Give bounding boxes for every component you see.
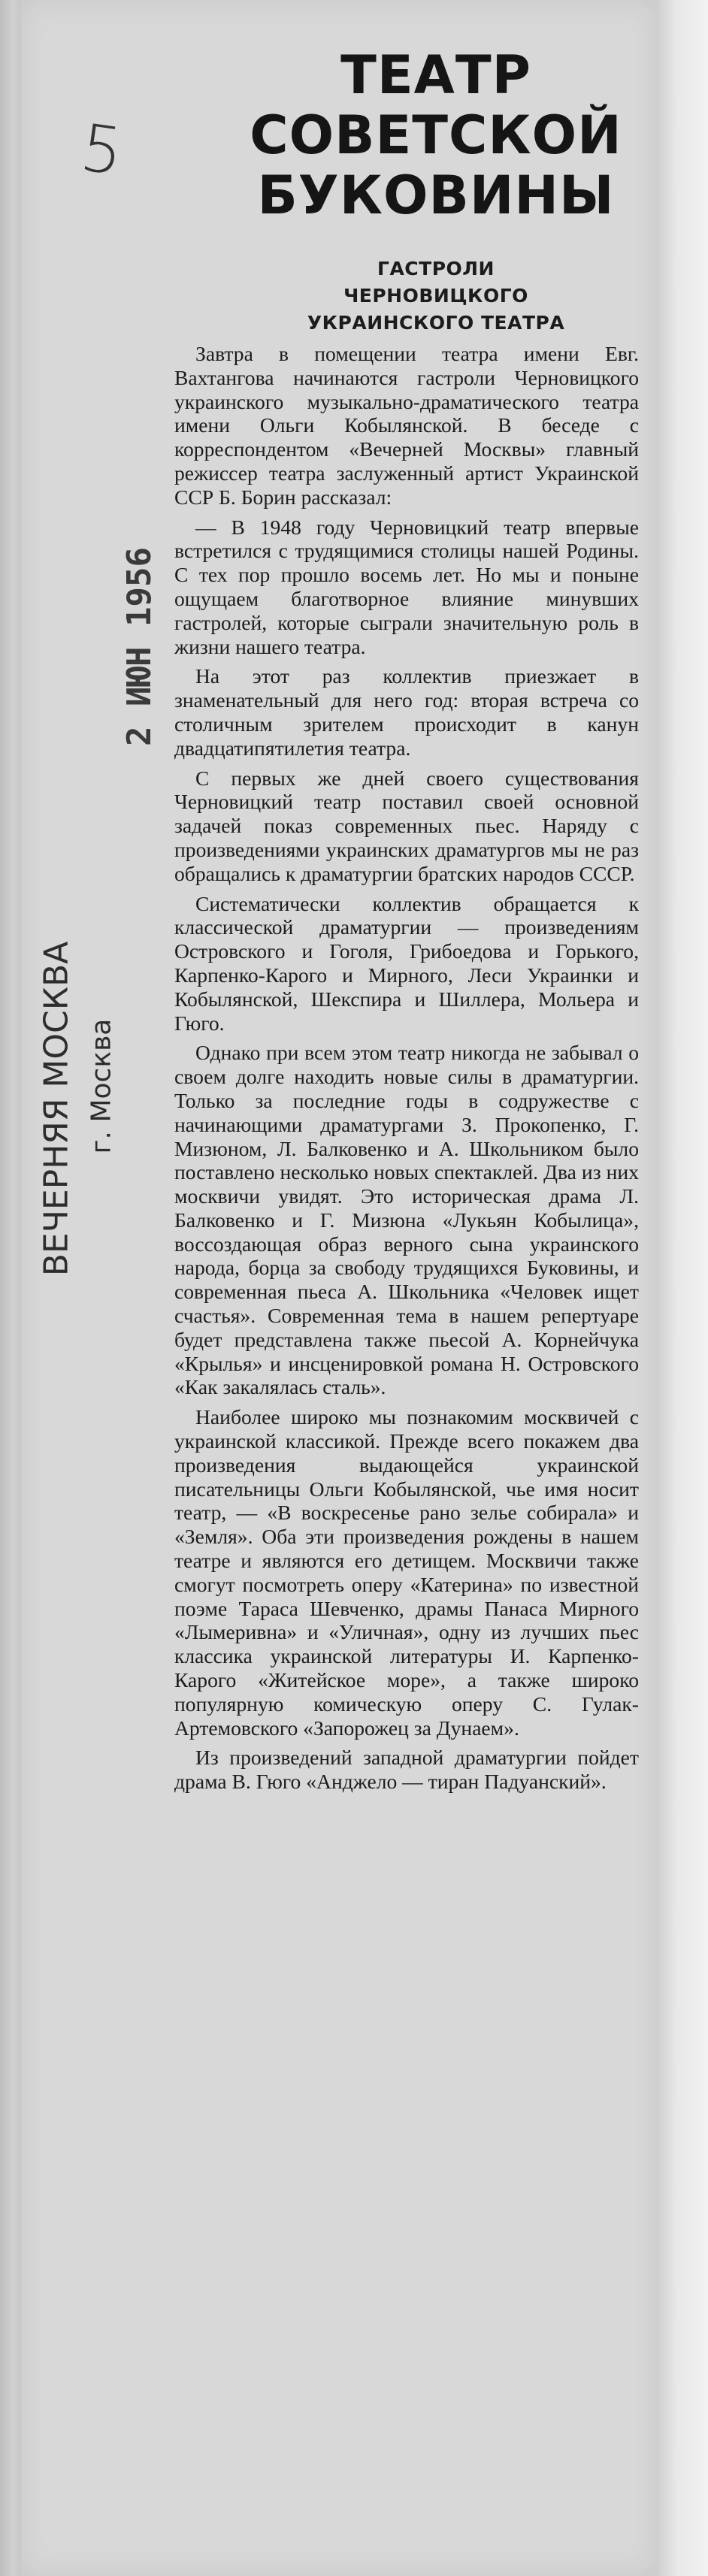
paragraph-6: Однако при всем этом театр никогда не забывал о своем долге находить новые силы в драматургии. Только за последние годы в содружестве с начинающими драматургами З. Прокопенко, Г. Мизюном, Л. Балковенко и А. Школьником было поставлено несколько новых спектаклей. Два из них москвичи увидят. Это историческая драма Л. Балковенко и Г. Мизюна «Лукьян Кобылица», воссоздающая образ верного сына украинского народа, борца за свободу трудящихся Буковины, и современная пьеса А. Школьника «Человек ищет счастья». Современная тема в нашем репертуаре будет представлена также пьесой А. Корнейчука «Крылья» и инсценировкой романа Н. Островского «Как закалялась сталь». [174, 1041, 639, 1399]
paragraph-8: Из произведений западной драматургии пойдет драма В. Гюго «Анджело — тиран Падуанский». [174, 1746, 639, 1794]
paper-right-margin [657, 0, 708, 2576]
article-body [174, 342, 639, 1800]
subhead-line-3: УКРАИНСКОГО ТЕАТРА [307, 312, 565, 334]
headline [225, 45, 646, 225]
paragraph-1: Завтра в помещении театра имени Евг. Вахтангова начинаются гастроли Черновицкого украинского музыкально-драматического театра имени Ольги Кобылянской. В беседе с корреспондентом «Вечерней Москвы» главный режиссер театра заслуженный артист Украинской ССР Б. Борин рассказал: [174, 342, 639, 509]
handwritten-mark: 5 [76, 110, 128, 191]
paper-left-edge [0, 0, 21, 2576]
paragraph-3: На этот раз коллектив приезжает в знаменательный для него год: вторая встреча со столичным зрителем происходит в канун двадцатипятилетия театра. [174, 664, 639, 760]
subhead-line-2: ЧЕРНОВИЦКОГО [343, 285, 528, 307]
paragraph-5: Систематически коллектив обращается к классической драматургии — произведениям Островского и Гоголя, Грибоедова и Горького, Карпенко-Карого и Мирного, Леси Украинки и Кобылянской, Шекспира и Шиллера, Мольера и Гюго. [174, 891, 639, 1035]
headline-line-2: СОВЕТСКОЙ [250, 104, 622, 166]
city-stamp [83, 999, 120, 1172]
paragraph-7: Наиболее широко мы познакомим москвичей с украинской классикой. Прежде всего покажем два произведения выдающейся украинской писательницы Ольги Кобылянской, чье имя носит театр, — «В воскресенье рано зелье собирала» и «Земля». Оба эти произведения рождены в нашем театре и являются его детищем. Москвичи также смогут посмотреть оперу «Катерина» по известной поэме Тараса Шевченко, драмы Панаса Мирного «Лымеривна» и «Уличная», одну из лучших пьес классика украинской литературы И. Карпенко-Карого «Житейское море», а также широко популярную комическую оперу С. Гулак-Артемовского «Запорожец за Дунаем». [174, 1405, 639, 1740]
stamp-date-text: 2 ИЮН 1956 [120, 546, 159, 746]
stamp-newspaper-text: ВЕЧЕРНЯЯ МОСКВА [37, 941, 76, 1276]
headline-line-3: БУКОВИНЫ [257, 165, 615, 226]
newspaper-name-stamp [30, 928, 83, 1289]
paragraph-2: — В 1948 году Черновицкий театр впервые встретился с трудящимися столицы нашей Родины. С тех пор прошло восемь лет. Но мы и поныне ощущаем благотворное влияние минувших гастролей, которые сыграли значительную роль в жизни нашего театра. [174, 515, 639, 658]
date-stamp [113, 488, 165, 804]
headline-line-1: ТЕАТР [340, 44, 531, 106]
subhead-line-1: ГАСТРОЛИ [377, 258, 495, 280]
paragraph-4: С первых же дней своего существования Черновицкий театр поставил своей основной задачей показ современных пьес. Наряду с произведениями украинских драматургов мы не раз обращались к драматургии братских народов СССР. [174, 766, 639, 885]
stamp-city-text: г. Москва [86, 1018, 117, 1153]
subheadline [286, 255, 586, 337]
